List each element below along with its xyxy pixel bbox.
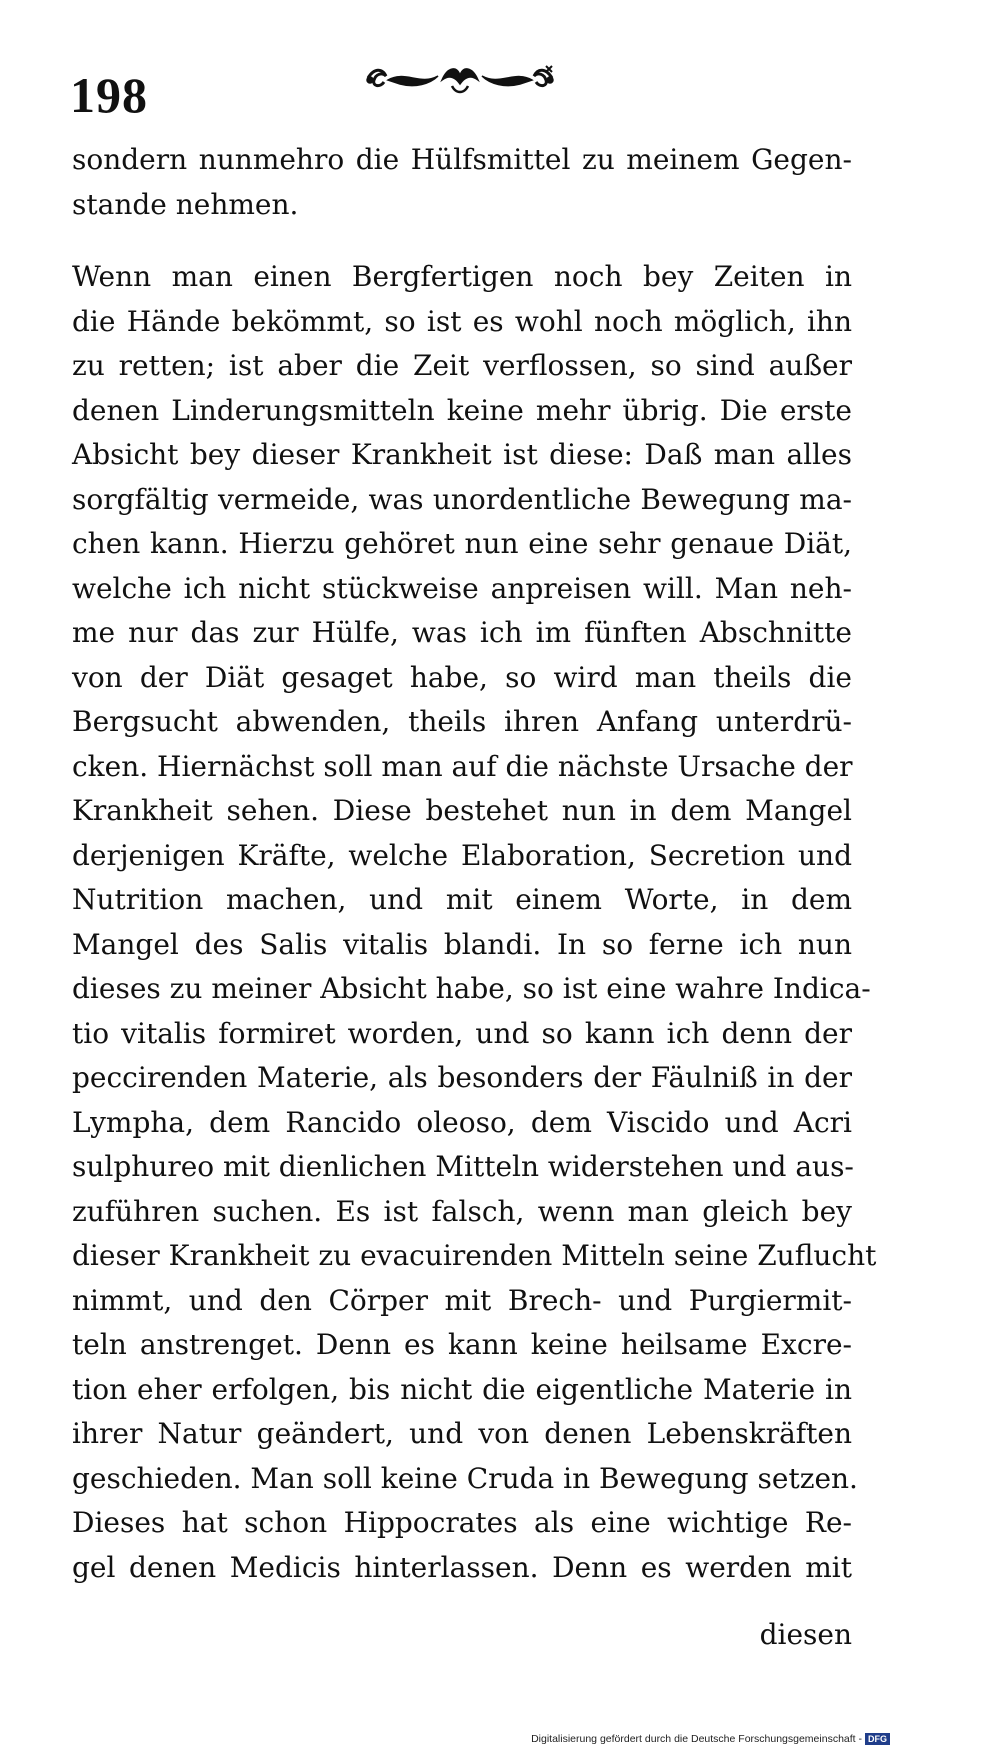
text-line: nimmt, und den Cörper mit Brech- und Purgiermit- xyxy=(72,1283,852,1317)
text-line: tio vitalis formiret worden, und so kann ich denn der xyxy=(72,1016,852,1050)
text-line: Nutrition machen, und mit einem Worte, in dem xyxy=(72,883,852,916)
catchword: diesen xyxy=(759,1618,852,1651)
digitization-footer xyxy=(531,1733,890,1745)
text-line: sulphureo mit dienlichen Mitteln widerstehen und aus- xyxy=(72,1150,854,1183)
text-line: derjenigen Kräfte, welche Elaboration, Secretion und xyxy=(72,838,852,872)
text-line: ihrer Natur geändert, und von denen Lebenskräften xyxy=(72,1417,852,1450)
page-number: 198 xyxy=(70,67,148,123)
text-line: teln anstrenget. Denn es kann keine heilsame Excre- xyxy=(72,1328,852,1361)
footer-credit: Digitalisierung gefördert durch die Deutsche Forschungsgemeinschaft - xyxy=(531,1732,862,1745)
text-line: denen Linderungsmitteln keine mehr übrig. Die erste xyxy=(72,393,852,427)
text-line: gel denen Medicis hinterlassen. Denn es werden mit xyxy=(72,1550,852,1584)
text-line: Absicht bey dieser Krankheit ist diese: Daß man alles xyxy=(72,438,852,471)
dfg-logo-badge: DFG xyxy=(865,1733,890,1745)
text-line: tion eher erfolgen, bis nicht die eigentliche Materie in xyxy=(72,1372,852,1406)
text-line: zuführen suchen. Es ist falsch, wenn man gleich bey xyxy=(72,1194,852,1228)
text-line: von der Diät gesaget habe, so wird man theils die xyxy=(72,660,852,694)
text-line: sorgfältig vermeide, was unordentliche Bewegung ma- xyxy=(72,482,852,516)
text-line: chen kann. Hierzu gehöret nun eine sehr genaue Diät, xyxy=(72,527,852,560)
text-line: Dieses hat schon Hippocrates als eine wichtige Re- xyxy=(72,1506,852,1539)
text-line: cken. Hiernächst soll man auf die nächste Ursache der xyxy=(72,749,853,783)
text-line: welche ich nicht stückweise anpreisen will. Man neh- xyxy=(72,571,852,605)
opening-text-block xyxy=(72,138,852,227)
fleuron-ornament-icon xyxy=(360,58,560,98)
text-line: Bergsucht abwenden, theils ihren Anfang unterdrü- xyxy=(72,705,852,738)
text-line: zu retten; ist aber die Zeit verflossen, so sind außer xyxy=(72,349,852,382)
text-line: Krankheit sehen. Diese bestehet nun in dem Mangel xyxy=(72,794,852,827)
main-paragraph xyxy=(72,255,877,1590)
text-line: stande nehmen. xyxy=(72,187,299,221)
text-line: sondern nunmehro die Hülfsmittel zu meinem Gegen- xyxy=(72,143,852,176)
text-line: Wenn man einen Bergfertigen noch bey Zeiten in xyxy=(72,260,852,293)
text-line: Lympha, dem Rancido oleoso, dem Viscido und Acri xyxy=(72,1105,852,1139)
text-line: Mangel des Salis vitalis blandi. In so ferne ich nun xyxy=(72,927,852,961)
text-line: peccirenden Materie, als besonders der Fäulniß in der xyxy=(72,1061,852,1094)
text-line: die Hände bekömmt, so ist es wohl noch möglich, ihn xyxy=(72,304,852,338)
text-line: me nur das zur Hülfe, was ich im fünften Abschnitte xyxy=(72,616,852,649)
text-line: dieser Krankheit zu evacuirenden Mitteln seine Zuflucht xyxy=(72,1239,877,1272)
text-line: geschieden. Man soll keine Cruda in Bewegung setzen. xyxy=(72,1461,858,1495)
text-line: dieses zu meiner Absicht habe, so ist eine wahre Indica- xyxy=(72,972,871,1005)
